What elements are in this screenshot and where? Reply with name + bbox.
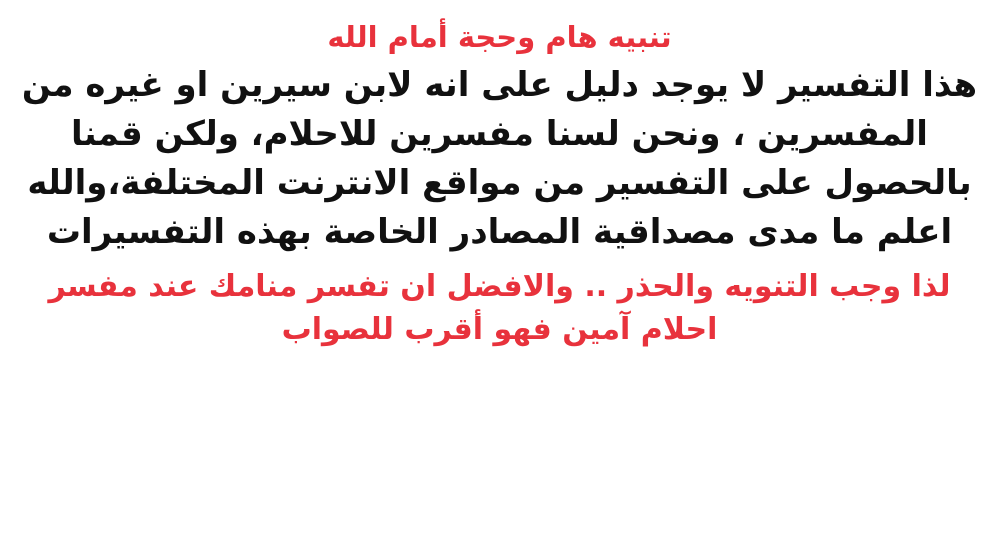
notice-warning-text: لذا وجب التنويه والحذر .. والافضل ان تفسر منامك عند مفسر احلام آمين فهو أقرب للصواب bbox=[48, 268, 951, 348]
notice-body-text: هذا التفسير لا يوجد دليل على انه لابن سيرين او غيره من المفسرين ، ونحن لسنا مفسرين للاحلام، ولكن قمنا بالحصول على التفسير من مواقع الانترنت المختلفة،والله اعلم ما مدى مصداقية المصادر الخاصة بهذه التفسيرات bbox=[21, 65, 978, 252]
notice-heading: تنبيه هام وحجة أمام الله bbox=[327, 20, 672, 54]
